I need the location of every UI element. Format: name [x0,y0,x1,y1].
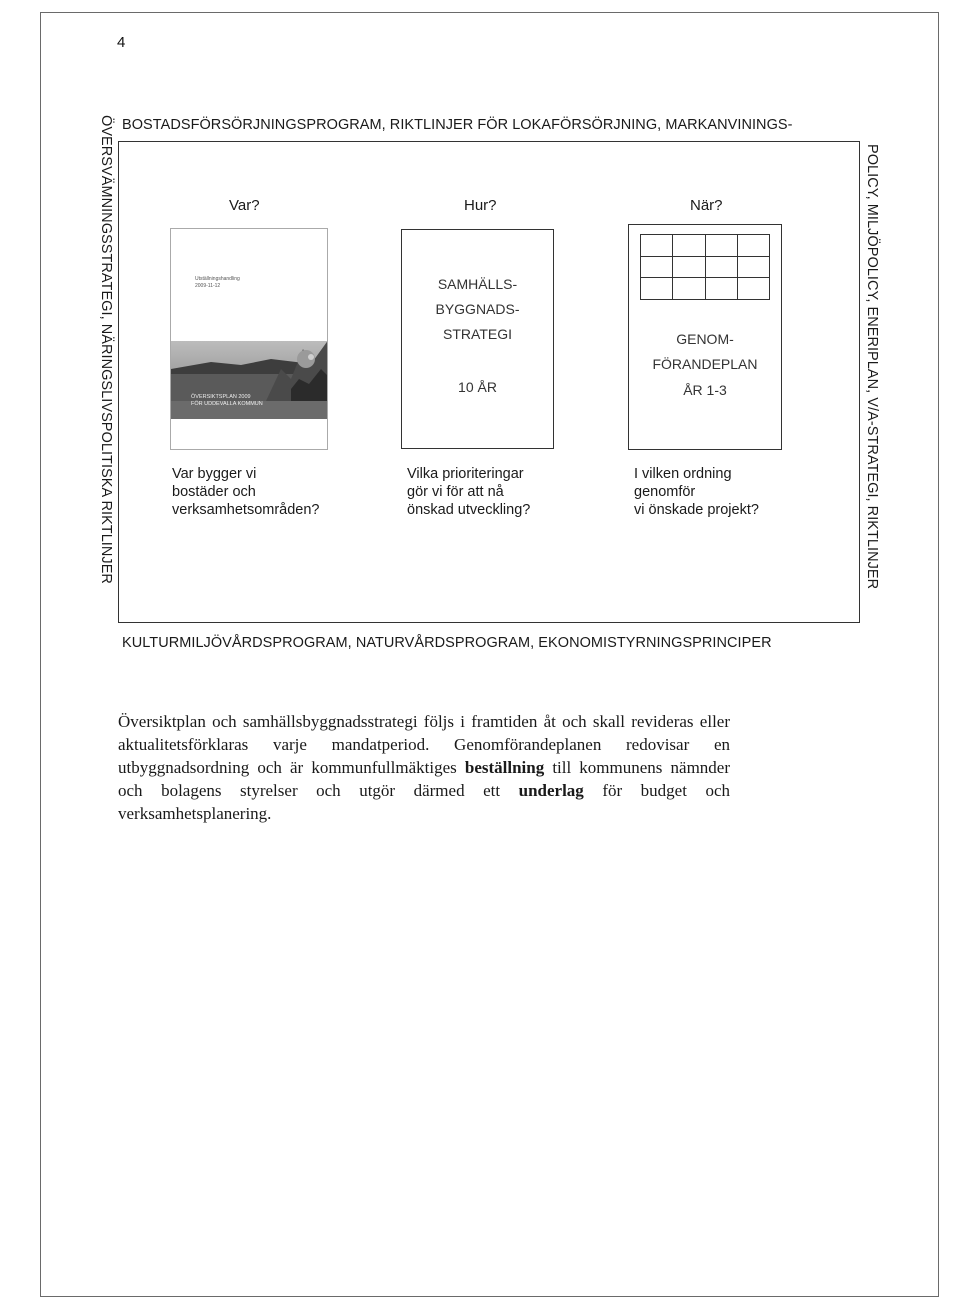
strategy-document-card [401,229,554,449]
plan-card-title: GENOM- FÖRANDEPLAN [652,331,758,372]
band-left-label: ÖVERSVÄMNINGSSTRATEGI, NÄRINGSLIVSPOLITISKA RIKTLINJER [98,115,114,584]
band-top-label: BOSTADSFÖRSÖRJNINGSPROGRAM, RIKTLINJER FÖR LOKAFÖRSÖRJNING, MARKANVININGS- [122,117,793,133]
cover-photo [171,229,328,450]
cover-title-text: ÖVERSIKTSPLAN 2009 FÖR UDDEVALLA KOMMUN [191,394,263,407]
band-bottom-label: KULTURMILJÖVÅRDSPROGRAM, NATURVÅRDSPROGRAM, EKONOMISTYRNINGSPRINCIPER [122,635,772,651]
body-bold-underlag: underlag [518,781,584,800]
caption-where: Var bygger vi bostäder och verksamhetsområden? [172,466,320,518]
oversiktsplan-cover-image [170,228,328,450]
body-paragraph [118,710,730,825]
caption-when: I vilken ordning genomför vi önskade projekt? [634,466,759,518]
cover-small-top-text: Utställningshandling 2009-11-12 [195,276,240,289]
band-right-label: POLICY, MILJÖPOLICY, ENERIPLAN, V/A-STRATEGI, RIKTLINJER [864,144,880,590]
body-text-part1: Översiktplan och samhällsbyggnadsstrategi följs i framtiden åt och skall revideras eller aktualitetsförklaras varje mandatperiod. Genomförandeplanen redovisar en utbyggnadsordning och är kommunfullmäktiges [118,712,730,777]
body-text-part2: till kommunens nämnder och bolagens styrelser och utgör därmed ett [118,758,730,800]
body-text-part3: för budget och verksamhetsplanering. [118,781,730,823]
strategy-card-duration: 10 ÅR [458,379,497,395]
caption-how: Vilka prioriteringar gör vi för att nå önskad utveckling? [407,466,531,518]
strategy-card-title: SAMHÄLLS- BYGGNADS- STRATEGI [435,276,520,342]
question-how: Hur? [464,197,497,214]
plan-card-duration: ÅR 1-3 [683,382,727,398]
schedule-grid-icon [640,234,770,300]
body-bold-bestallning: beställning [464,758,545,777]
question-when: När? [690,197,723,214]
question-where: Var? [229,197,260,214]
page-number: 4 [117,34,126,51]
